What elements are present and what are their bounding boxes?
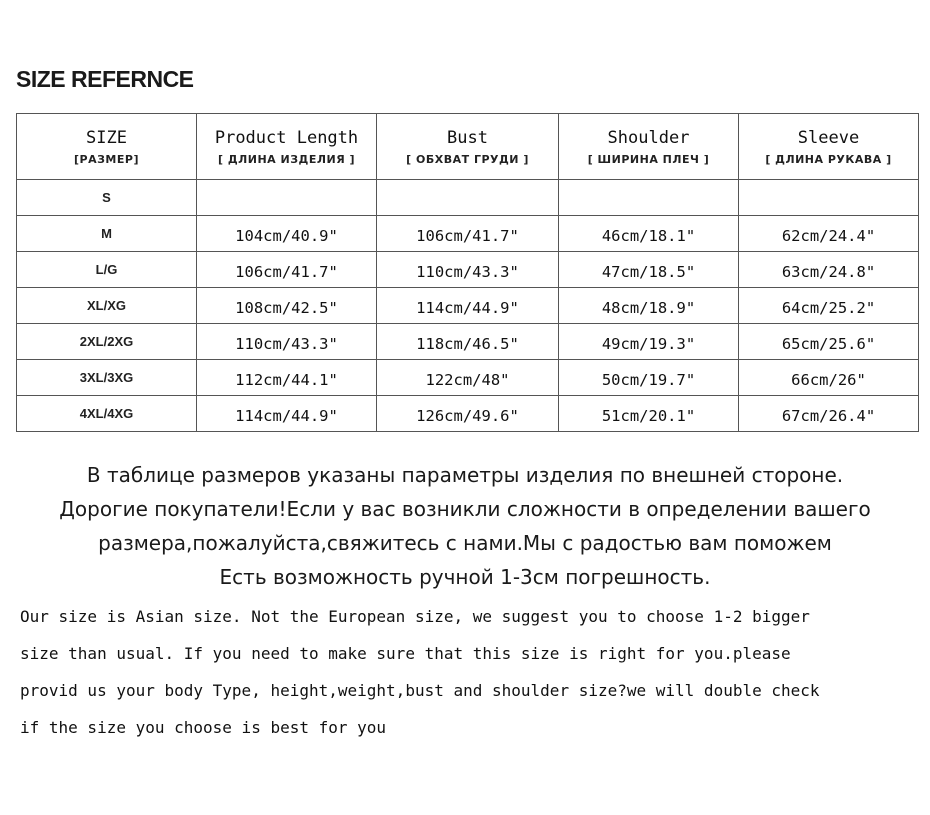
- page-title: SIZE REFERNCE: [16, 66, 194, 92]
- product-length-cell: 110cm/43.3": [197, 324, 377, 360]
- sleeve-cell: [739, 180, 919, 216]
- russian-note-line: Дорогие покупатели!Если у вас возникли сложности в определении вашего: [59, 497, 871, 521]
- size-cell: 4XL/4XG: [17, 396, 197, 432]
- bust-cell: 106cm/41.7": [377, 216, 559, 252]
- bust-cell: 122cm/48": [377, 360, 559, 396]
- sleeve-cell: 62cm/24.4": [739, 216, 919, 252]
- table-row: [17, 288, 919, 324]
- product-length-cell: 112cm/44.1": [197, 360, 377, 396]
- english-note-line: size than usual. If you need to make sure that this size is right for you.please: [20, 644, 791, 663]
- russian-note-line: Есть возможность ручной 1-3см погрешность.: [219, 565, 711, 589]
- english-note-line: Our size is Asian size. Not the European size, we suggest you to choose 1-2 bigger: [20, 607, 810, 626]
- header-shoulder-sublabel: [ ШИРИНА ПЛЕЧ ]: [587, 152, 710, 166]
- product-length-cell: 106cm/41.7": [197, 252, 377, 288]
- sleeve-cell: 66cm/26": [739, 360, 919, 396]
- shoulder-cell: 48cm/18.9": [559, 288, 739, 324]
- table-header-row: [17, 114, 919, 180]
- header-sleeve: [739, 114, 919, 180]
- header-sleeve-label: Sleeve: [797, 127, 860, 148]
- header-sleeve-sublabel: [ ДЛИНА РУКАВА ]: [765, 152, 892, 166]
- size-cell: 2XL/2XG: [17, 324, 197, 360]
- sleeve-cell: 65cm/25.6": [739, 324, 919, 360]
- header-product-length-label: Product Length: [214, 127, 359, 148]
- header-size: [17, 114, 197, 180]
- bust-cell: 114cm/44.9": [377, 288, 559, 324]
- table-row: [17, 324, 919, 360]
- english-note-line: provid us your body Type, height,weight,bust and shoulder size?we will double check: [20, 681, 820, 700]
- shoulder-cell: 50cm/19.7": [559, 360, 739, 396]
- table-row: [17, 180, 919, 216]
- bust-cell: 118cm/46.5": [377, 324, 559, 360]
- size-cell: S: [17, 180, 197, 216]
- header-product-length: [197, 114, 377, 180]
- sleeve-cell: 64cm/25.2": [739, 288, 919, 324]
- header-size-label: SIZE: [86, 127, 127, 148]
- product-length-cell: [197, 180, 377, 216]
- russian-note-line: размера,пожалуйста,свяжитесь с нами.Мы с радостью вам поможем: [98, 531, 832, 555]
- header-size-sublabel: [РАЗМЕР]: [74, 152, 139, 166]
- shoulder-cell: [559, 180, 739, 216]
- size-cell: XL/XG: [17, 288, 197, 324]
- header-bust-sublabel: [ ОБХВАТ ГРУДИ ]: [406, 152, 529, 166]
- product-length-cell: 104cm/40.9": [197, 216, 377, 252]
- product-length-cell: 114cm/44.9": [197, 396, 377, 432]
- table-row: [17, 396, 919, 432]
- english-note-line: if the size you choose is best for you: [20, 718, 387, 737]
- bust-cell: [377, 180, 559, 216]
- shoulder-cell: 46cm/18.1": [559, 216, 739, 252]
- bust-cell: 110cm/43.3": [377, 252, 559, 288]
- shoulder-cell: 49cm/19.3": [559, 324, 739, 360]
- size-cell: L/G: [17, 252, 197, 288]
- table-row: [17, 216, 919, 252]
- size-cell: 3XL/3XG: [17, 360, 197, 396]
- shoulder-cell: 51cm/20.1": [559, 396, 739, 432]
- size-chart-table: [16, 113, 919, 432]
- size-cell: M: [17, 216, 197, 252]
- header-shoulder: [559, 114, 739, 180]
- bust-cell: 126cm/49.6": [377, 396, 559, 432]
- shoulder-cell: 47cm/18.5": [559, 252, 739, 288]
- sleeve-cell: 67cm/26.4": [739, 396, 919, 432]
- table-row: [17, 360, 919, 396]
- header-product-length-sublabel: [ ДЛИНА ИЗДЕЛИЯ ]: [217, 152, 356, 166]
- product-length-cell: 108cm/42.5": [197, 288, 377, 324]
- table-row: [17, 252, 919, 288]
- header-bust-label: Bust: [447, 127, 488, 148]
- header-shoulder-label: Shoulder: [607, 127, 690, 148]
- russian-note: [0, 458, 930, 594]
- header-bust: [377, 114, 559, 180]
- english-note: [20, 598, 920, 746]
- sleeve-cell: 63cm/24.8": [739, 252, 919, 288]
- russian-note-line: В таблице размеров указаны параметры изделия по внешней стороне.: [86, 463, 844, 487]
